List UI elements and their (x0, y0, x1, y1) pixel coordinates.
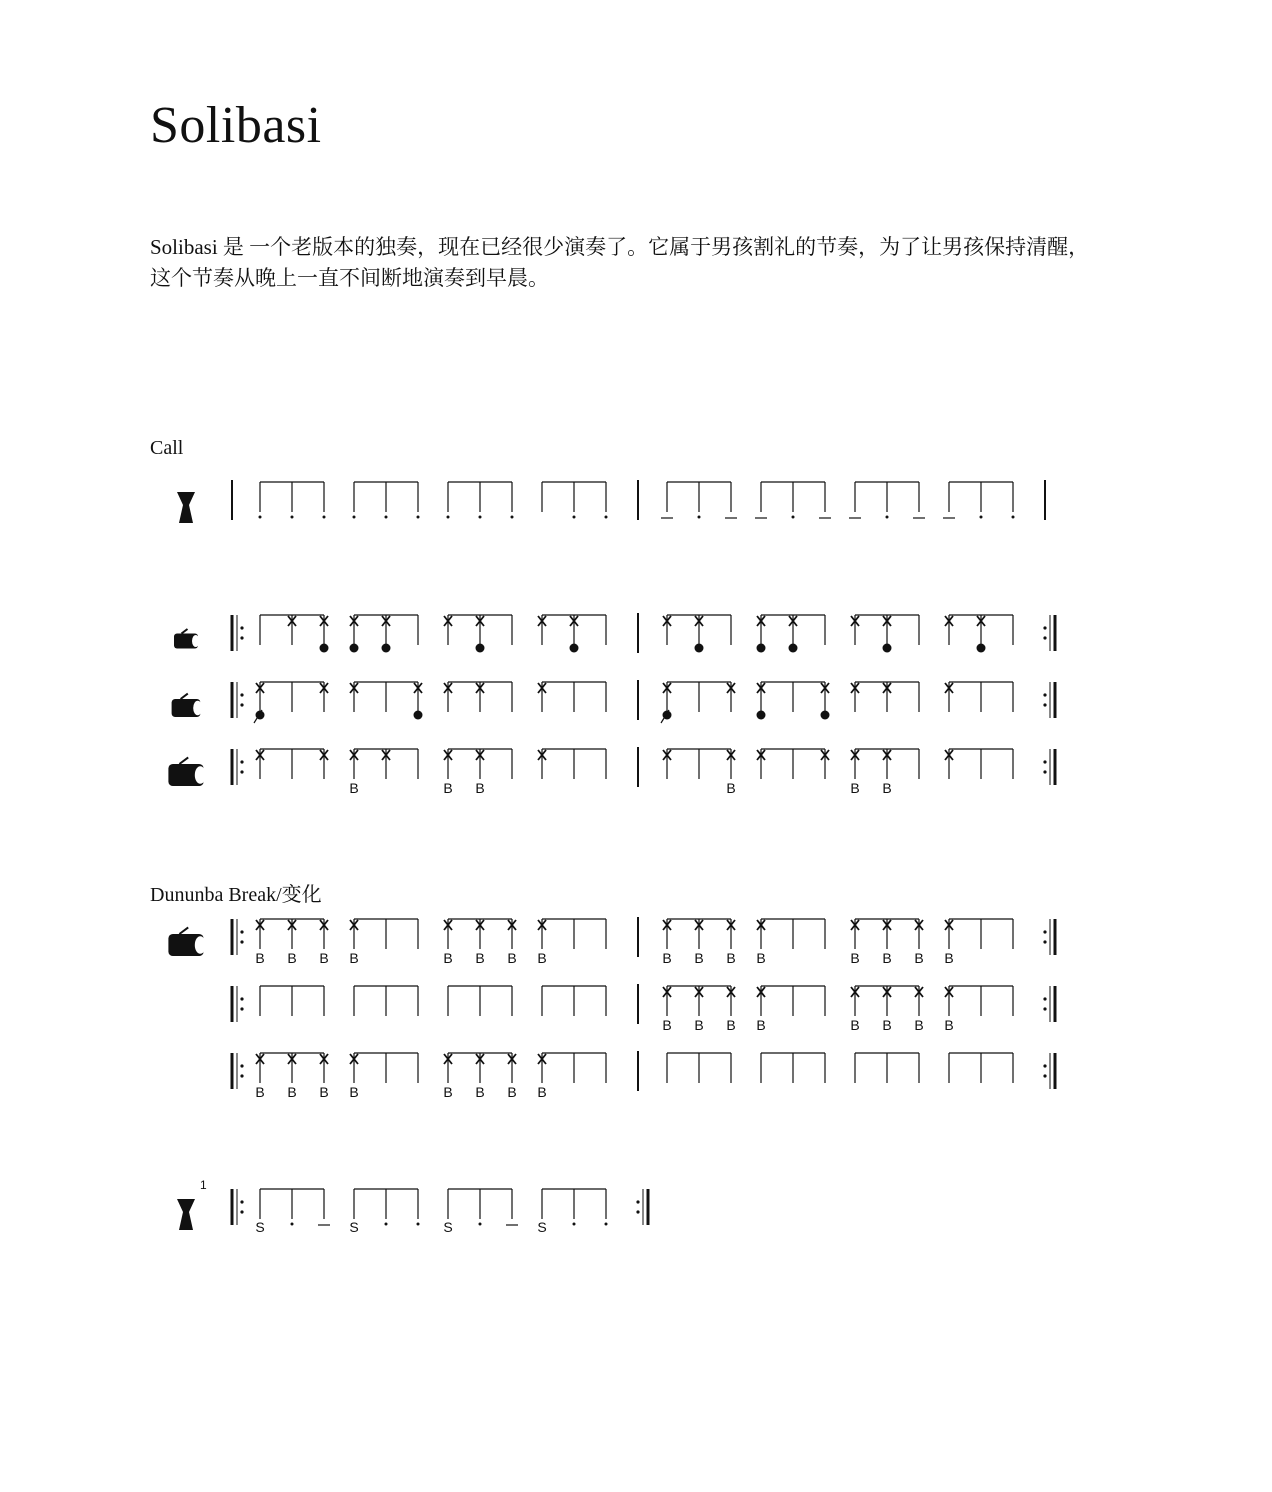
repeat-start-sign (232, 615, 244, 651)
beat-group (349, 749, 418, 796)
drum-stick (179, 757, 188, 764)
beat-group (260, 615, 329, 653)
repeat-dot (1043, 636, 1046, 639)
rest-dot (479, 1223, 482, 1226)
open-stroke-dot (757, 711, 766, 720)
beat-group (667, 1053, 731, 1083)
beat-group (849, 482, 925, 519)
bell-letter: B (537, 1084, 547, 1100)
rest-dot (792, 516, 795, 519)
repeat-dot (636, 1210, 639, 1213)
beat-group (538, 615, 606, 653)
repeat-dot (240, 636, 243, 639)
staff-djembe-accompaniment (177, 1178, 648, 1235)
beat-group (663, 615, 731, 653)
rest-dot (447, 516, 450, 519)
rest-dot (323, 516, 326, 519)
beat-group (662, 986, 735, 1033)
bell-letter: B (443, 950, 453, 966)
rest-dot (479, 516, 482, 519)
bell-letter: B (475, 1084, 485, 1100)
repeat-start-sign (232, 919, 244, 955)
beat-group (663, 749, 736, 796)
repeat-dot (240, 1210, 243, 1213)
dununba-icon (168, 927, 205, 956)
beat-group (349, 1189, 419, 1235)
repeat-dot (1043, 703, 1046, 706)
bell-letter: B (537, 950, 547, 966)
drum-head (192, 635, 200, 647)
bell-letter: B (475, 780, 485, 796)
open-stroke-dot (476, 644, 485, 653)
beat-group (444, 682, 512, 712)
beat-group (850, 986, 923, 1033)
repeat-dot (1043, 997, 1046, 1000)
open-stroke-dot (757, 644, 766, 653)
beat-group (537, 1189, 607, 1235)
bell-letter: B (255, 1084, 265, 1100)
rest-dot (605, 516, 608, 519)
intro-line-1: Solibasi 是 一个老版本的独奏，现在已经很少演奏了。它属于男孩割礼的节奏，为了让男孩保持清醒， (150, 235, 1090, 259)
beat-group (661, 482, 737, 519)
open-stroke-dot (977, 644, 986, 653)
rest-dot (291, 516, 294, 519)
drum-head (195, 766, 206, 784)
repeat-dot (240, 770, 243, 773)
bell-letter: B (914, 950, 924, 966)
bell-letter: B (349, 1084, 359, 1100)
dununba-icon (168, 757, 205, 786)
drum-stick (181, 694, 188, 699)
drum-head (193, 701, 202, 715)
beat-group (851, 615, 919, 653)
staff-kenkeni (174, 613, 1055, 653)
beat-group (443, 1189, 518, 1235)
beat-group (350, 615, 419, 653)
rest-dot (605, 1223, 608, 1226)
bell-letter: B (914, 1017, 924, 1033)
bell-letter: B (662, 950, 672, 966)
page-title: Solibasi (150, 97, 322, 154)
rest-dot (385, 516, 388, 519)
repeat-end-sign (636, 1189, 648, 1225)
beat-group (757, 749, 829, 779)
rest-dot (291, 1223, 294, 1226)
footnote-number: 1 (200, 1178, 207, 1192)
bell-letter: B (882, 1017, 892, 1033)
open-stroke-dot (789, 644, 798, 653)
repeat-dot (1043, 760, 1046, 763)
beat-group (349, 919, 418, 966)
beat-group (255, 1053, 328, 1100)
beat-group (538, 749, 606, 779)
djembe-body (177, 492, 195, 523)
repeat-dot (1043, 770, 1046, 773)
repeat-dot (1043, 1007, 1046, 1010)
slap-letter: S (349, 1219, 359, 1235)
rest-dot (417, 516, 420, 519)
beat-group (945, 749, 1013, 779)
drum-head (195, 936, 206, 954)
slap-letter: S (443, 1219, 453, 1235)
bell-letter: B (319, 1084, 329, 1100)
bell-letter: B (443, 780, 453, 796)
beat-group (443, 1053, 516, 1100)
beat-group (761, 1053, 825, 1083)
repeat-end-sign (1043, 986, 1055, 1022)
repeat-dot (240, 1074, 243, 1077)
repeat-dot (240, 703, 243, 706)
drum-stick (182, 629, 188, 634)
beat-group (542, 482, 608, 519)
beat-group (850, 749, 919, 796)
open-stroke-dot (382, 644, 391, 653)
beat-group (349, 1053, 418, 1100)
rest-dot (385, 1223, 388, 1226)
open-stroke-dot (570, 644, 579, 653)
repeat-dot (240, 1200, 243, 1203)
rest-dot (1012, 516, 1015, 519)
beat-group (945, 682, 1013, 712)
beat-group (255, 919, 328, 966)
rest-dot (573, 1223, 576, 1226)
beat-group (757, 682, 830, 720)
bell-letter: B (349, 780, 359, 796)
rest-dot (573, 516, 576, 519)
beat-group (256, 749, 328, 779)
repeat-start-sign (232, 749, 244, 785)
beat-group (255, 1189, 330, 1235)
bell-letter: B (944, 950, 954, 966)
open-stroke-dot (414, 711, 423, 720)
bell-letter: B (255, 950, 265, 966)
beat-group (850, 919, 923, 966)
repeat-end-sign (1043, 1053, 1055, 1089)
bell-letter: B (475, 950, 485, 966)
repeat-dot (240, 940, 243, 943)
open-stroke-dot (695, 644, 704, 653)
repeat-dot (240, 693, 243, 696)
bell-letter: B (694, 1017, 704, 1033)
beat-group (662, 919, 735, 966)
beat-group (448, 986, 512, 1016)
repeat-dot (636, 1200, 639, 1203)
beat-group (260, 986, 324, 1016)
repeat-dot (240, 1007, 243, 1010)
intro-line-2: 这个节奏从晚上一直不间断地演奏到早晨。 (150, 266, 549, 290)
rest-dot (886, 516, 889, 519)
open-stroke-dot (320, 644, 329, 653)
staff-break-2 (232, 984, 1055, 1033)
bell-letter: B (882, 950, 892, 966)
beat-group (945, 615, 1013, 653)
beat-group (756, 986, 825, 1033)
beat-group (537, 1053, 606, 1100)
rest-dot (511, 516, 514, 519)
repeat-end-sign (1043, 749, 1055, 785)
beat-group (944, 919, 1013, 966)
beat-group (443, 919, 516, 966)
beat-group (757, 615, 826, 653)
repeat-end-sign (1043, 682, 1055, 718)
bell-letter: B (287, 1084, 297, 1100)
beat-group (354, 986, 418, 1016)
bell-letter: B (944, 1017, 954, 1033)
open-stroke-dot (883, 644, 892, 653)
beat-group (538, 682, 606, 712)
repeat-dot (1043, 626, 1046, 629)
beat-group (444, 615, 512, 653)
repeat-end-sign (1043, 919, 1055, 955)
bell-letter: B (287, 950, 297, 966)
beat-group (949, 1053, 1013, 1083)
repeat-dot (240, 930, 243, 933)
bell-letter: B (507, 1084, 517, 1100)
rest-dot (353, 516, 356, 519)
open-stroke-dot (821, 711, 830, 720)
beat-group (259, 482, 326, 519)
repeat-start-sign (232, 986, 244, 1022)
repeat-dot (1043, 1074, 1046, 1077)
djembe-body (177, 1199, 195, 1230)
rest-dot (980, 516, 983, 519)
beat-group (350, 682, 423, 720)
beat-group (254, 682, 328, 723)
drum-stick (179, 927, 188, 934)
beat-group (661, 682, 735, 723)
rest-dot (259, 516, 262, 519)
repeat-start-sign (232, 1053, 244, 1089)
repeat-dot (240, 997, 243, 1000)
bell-letter: B (507, 950, 517, 966)
bell-letter: B (756, 950, 766, 966)
bell-letter: B (756, 1017, 766, 1033)
bell-letter: B (850, 1017, 860, 1033)
repeat-end-sign (1043, 615, 1055, 651)
slap-letter: S (537, 1219, 547, 1235)
beat-group (353, 482, 420, 519)
rest-dot (698, 516, 701, 519)
staff-break-1 (168, 917, 1055, 966)
bell-letter: B (726, 780, 736, 796)
section-label-call: Call (150, 437, 184, 459)
repeat-start-sign (232, 1189, 244, 1225)
beat-group (542, 986, 606, 1016)
repeat-dot (1043, 693, 1046, 696)
beat-group (944, 986, 1013, 1033)
bell-letter: B (850, 780, 860, 796)
staff-dununba (168, 747, 1055, 796)
bell-letter: B (443, 1084, 453, 1100)
staff-break-3 (232, 1051, 1055, 1100)
slap-letter: S (255, 1219, 265, 1235)
bell-letter: B (349, 950, 359, 966)
beat-group (537, 919, 606, 966)
beat-group (756, 919, 825, 966)
staff-call-djembe (177, 480, 1045, 523)
bell-letter: B (850, 950, 860, 966)
djembe-icon (177, 492, 195, 523)
repeat-dot (240, 760, 243, 763)
beat-group (851, 682, 919, 712)
repeat-dot (1043, 1064, 1046, 1067)
repeat-start-sign (232, 682, 244, 718)
kenkeni-icon (174, 629, 200, 649)
beat-group (943, 482, 1015, 519)
staff-sangban (172, 680, 1055, 723)
bell-letter: B (662, 1017, 672, 1033)
rest-dot (417, 1223, 420, 1226)
bell-letter: B (694, 950, 704, 966)
beat-group (855, 1053, 919, 1083)
beat-group (443, 749, 512, 796)
djembe-icon (177, 1199, 195, 1230)
section-label-break: Dununba Break/变化 (150, 884, 322, 906)
repeat-dot (240, 626, 243, 629)
open-stroke-dot (350, 644, 359, 653)
bell-letter: B (726, 1017, 736, 1033)
repeat-dot (1043, 940, 1046, 943)
beat-group (755, 482, 831, 519)
bell-letter: B (319, 950, 329, 966)
sangban-icon (172, 694, 203, 717)
repeat-dot (1043, 930, 1046, 933)
bell-letter: B (882, 780, 892, 796)
bell-letter: B (726, 950, 736, 966)
beat-group (447, 482, 514, 519)
repeat-dot (240, 1064, 243, 1067)
